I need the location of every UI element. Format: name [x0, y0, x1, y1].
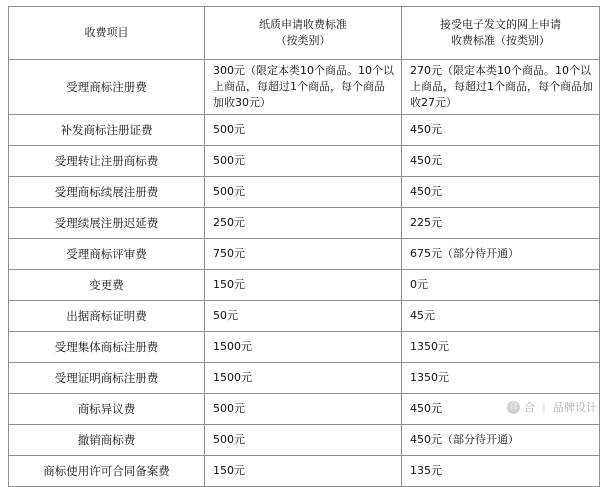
watermark-name: 合	[524, 401, 535, 414]
cell-online-fee: 135元	[402, 456, 600, 487]
cell-fee-item: 受理集体商标注册费	[9, 332, 205, 363]
table-row	[9, 60, 600, 115]
cell-paper-fee: 300元（限定本类10个商品。10个以上商品，每超过1个商品，每个商品加收30元）	[205, 60, 402, 115]
cell-fee-item: 商标异议费	[9, 394, 205, 425]
column-header-item-line1: 收费项目	[84, 26, 129, 40]
table-row	[9, 208, 600, 239]
cell-fee-item: 受理商标注册费	[9, 60, 205, 115]
cell-fee-item: 受理商标评审费	[9, 239, 205, 270]
table-header	[9, 7, 600, 60]
cell-paper-fee: 500元	[205, 425, 402, 456]
cell-paper-fee: 500元	[205, 394, 402, 425]
cell-fee-item: 受理续展注册迟延费	[9, 208, 205, 239]
table-row	[9, 363, 600, 394]
table-row	[9, 146, 600, 177]
table-header-row	[9, 7, 600, 60]
table-row	[9, 115, 600, 146]
cell-fee-item: 商标使用许可合同备案费	[9, 456, 205, 487]
cell-online-fee: 450元（部分待开通）	[402, 425, 600, 456]
cell-online-fee: 270元（限定本类10个商品。10个以上商品，每超过1个商品，每个商品加收27元）	[402, 60, 600, 115]
cell-paper-fee: 1500元	[205, 363, 402, 394]
cell-fee-item: 出据商标证明费	[9, 301, 205, 332]
table-row	[9, 332, 600, 363]
table-row	[9, 301, 600, 332]
table-row	[9, 270, 600, 301]
cell-online-fee: 1350元	[402, 332, 600, 363]
cell-paper-fee: 150元	[205, 456, 402, 487]
cell-paper-fee: 50元	[205, 301, 402, 332]
cell-online-fee: 450元	[402, 115, 600, 146]
cell-paper-fee: 1500元	[205, 332, 402, 363]
column-header-paper-line2: （按类别）	[275, 34, 331, 47]
column-header-online-line2: 收费标准（按类别）	[451, 34, 550, 47]
fee-table-sheet	[8, 6, 599, 478]
column-header-paper-line1: 纸质申请收费标准	[259, 18, 347, 32]
column-header-paper	[205, 7, 402, 60]
cell-online-fee: 45元	[402, 301, 600, 332]
cell-fee-item: 撤销商标费	[9, 425, 205, 456]
column-header-item	[9, 7, 205, 60]
cell-paper-fee: 500元	[205, 146, 402, 177]
column-header-online	[402, 7, 600, 60]
watermark-separator: 丨	[539, 403, 549, 415]
cell-online-fee: 450元	[402, 394, 600, 425]
cell-paper-fee: 500元	[205, 115, 402, 146]
cell-paper-fee: 150元	[205, 270, 402, 301]
cell-fee-item: 受理商标续展注册费	[9, 177, 205, 208]
cell-fee-item: 受理证明商标注册费	[9, 363, 205, 394]
table-row	[9, 425, 600, 456]
table-row	[9, 239, 600, 270]
column-header-online-line1: 接受电子发文的网上申请	[440, 18, 561, 32]
watermark	[507, 399, 597, 415]
cell-online-fee: 0元	[402, 270, 600, 301]
cell-online-fee: 450元	[402, 146, 600, 177]
cell-online-fee: 675元（部分待开通）	[402, 239, 600, 270]
cell-online-fee: 450元	[402, 177, 600, 208]
cell-online-fee: 1350元	[402, 363, 600, 394]
table-body	[9, 60, 600, 487]
cell-paper-fee: 250元	[205, 208, 402, 239]
table-row	[9, 177, 600, 208]
cell-online-fee: 225元	[402, 208, 600, 239]
cell-fee-item: 受理转让注册商标费	[9, 146, 205, 177]
watermark-suffix: 品牌设计	[553, 401, 597, 414]
cell-fee-item: 变更费	[9, 270, 205, 301]
cell-paper-fee: 750元	[205, 239, 402, 270]
watermark-badge-icon: 合	[508, 401, 518, 412]
cell-paper-fee: 500元	[205, 177, 402, 208]
table-row	[9, 456, 600, 487]
cell-fee-item: 补发商标注册证费	[9, 115, 205, 146]
